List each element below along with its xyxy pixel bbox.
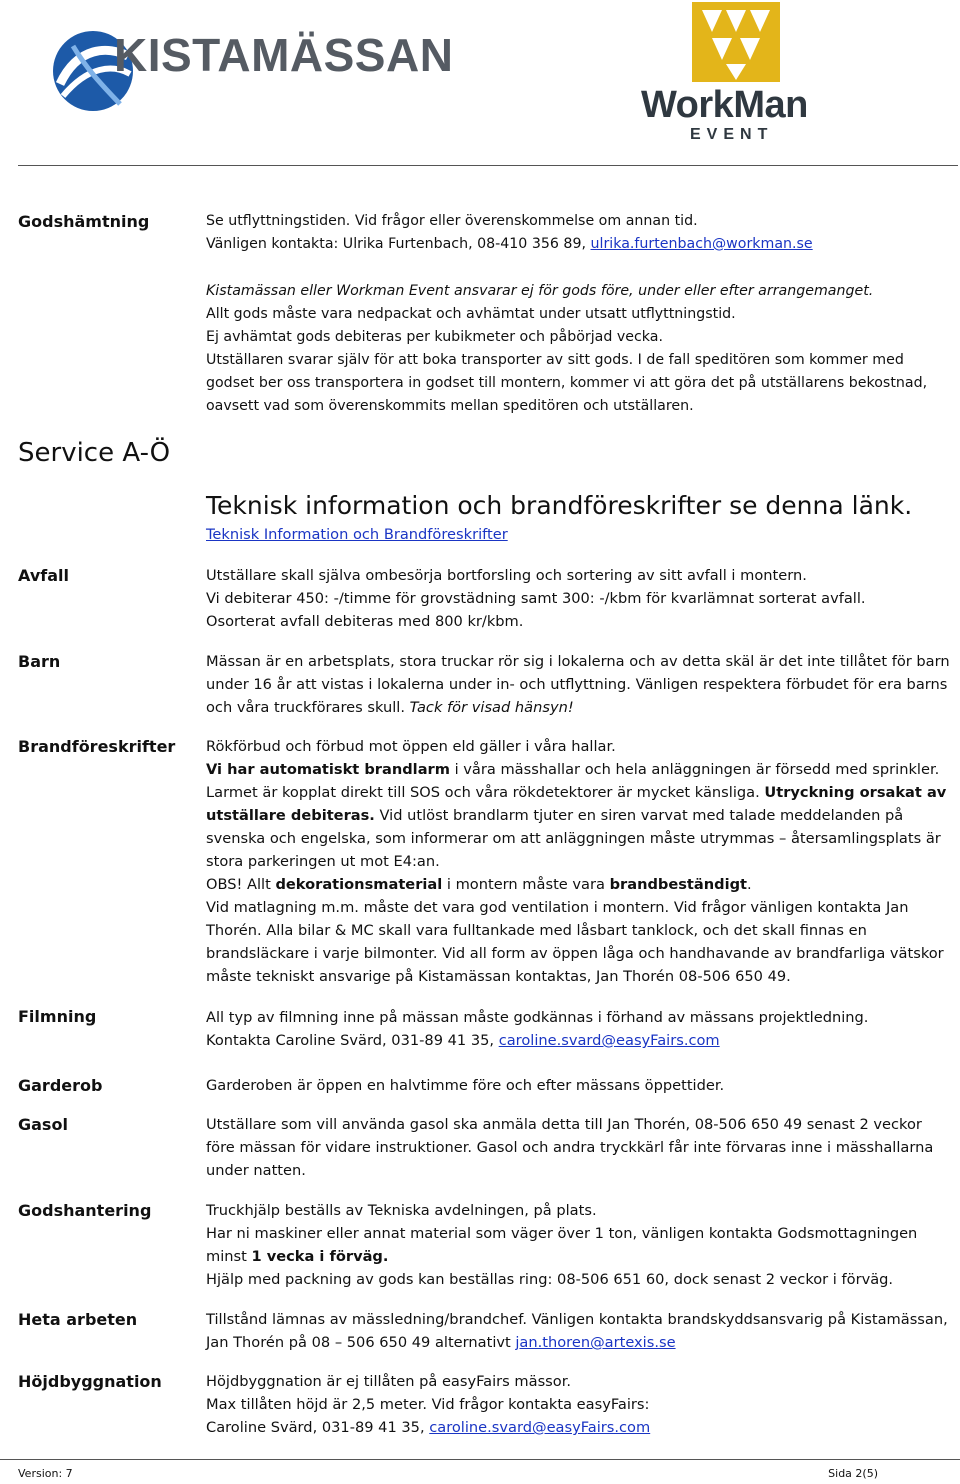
brand-alarm-bold: Vi har automatiskt brandlarm: [206, 761, 450, 778]
obs-bold1: dekorationsmaterial: [275, 876, 443, 893]
godshamtning-line2: [206, 233, 951, 256]
avfall-text: [206, 564, 951, 633]
transport-note-a: Utställaren svarar själv för att boka transporter av sitt gods.: [206, 352, 634, 368]
footer-divider: [0, 1459, 960, 1460]
obs-prefix: OBS! Allt: [206, 876, 276, 893]
liability-note: Kistamässan eller Workman Event ansvarar ej för gods före, under eller efter arrangemanget.: [206, 283, 874, 299]
godshantering-line1: Truckhjälp beställs av Tekniska avdelningen, på plats.: [206, 1202, 597, 1219]
workman-wordmark: WorkMan: [641, 84, 808, 126]
godshantering-line3: Hjälp med packning av gods kan beställas ring: 08-506 651 60, dock senast 2 veckor i förväg.: [206, 1271, 894, 1288]
charge-note: Ej avhämtat gods debiteras per kubikmeter och påbörjad vecka.: [206, 329, 663, 345]
brand-text4: Vid matlagning m.m. måste det vara god ventilation i montern. Vid frågor vänligen kontakta Jan Thorén. Alla bilar & MC skall vara fulltankade med låsbart tanklock, och det skall finnas en brandsläckare i varje bilmonter. Vid all form av öppen låga och handhavande av brandfarliga vätskor måste tekniskt ansvarige på Kistamässan kontaktas, Jan Thorén 08-506 650 49.: [206, 899, 944, 985]
pack-note: Allt gods måste vara nedpackat och avhämtat under utsatt utflyttningstid.: [206, 306, 736, 322]
avfall-line1: Utställare skall själva ombesörja bortforsling och sortering av sitt avfall i montern.: [206, 567, 807, 584]
caroline-email-link[interactable]: caroline.svard@easyFairs.com: [498, 1032, 720, 1049]
label-hojdbyggnation: Höjdbyggnation: [18, 1372, 162, 1391]
avfall-line3: Osorterat avfall debiteras med 800 kr/kbm.: [206, 613, 524, 630]
workman-event-wordmark: EVENT: [690, 126, 774, 143]
hojd-line2: Max tillåten höjd är 2,5 meter. Vid frågor kontakta easyFairs:: [206, 1396, 650, 1413]
label-godshantering: Godshantering: [18, 1201, 152, 1220]
barn-thanks: Tack för visad hänsyn!: [409, 699, 574, 716]
hojd-contact: Caroline Svärd, 031-89 41 35,: [206, 1419, 430, 1436]
brand-text: [206, 735, 951, 988]
filmning-contact: Kontakta Caroline Svärd, 031-89 41 35,: [206, 1032, 499, 1049]
godshantering-text: [206, 1199, 951, 1291]
brand-text3: Vid utlöst brandlarm tjuter en siren varvat med talade meddelanden på svenska och engelska, som informerar om att anläggningen måste utrymmas – återsamlingsplats är stora parkeringen ut mot E4:an.: [206, 807, 941, 870]
kistamassan-wordmark: KISTAMÄSSAN: [114, 29, 454, 81]
filmning-text: [206, 1006, 951, 1052]
label-brandforeskrifter: Brandföreskrifter: [18, 737, 176, 756]
footer-version: Version: 7: [18, 1467, 73, 1480]
godshantering-line2: Har ni maskiner eller annat material som väger över 1 ton, vänligen kontakta Godsmottagningen minst: [206, 1225, 918, 1265]
ulrika-email-link[interactable]: ulrika.furtenbach@workman.se: [590, 236, 813, 252]
barn-text: [206, 650, 951, 719]
obs-end: .: [747, 876, 752, 893]
godshamtning-notes: [206, 280, 951, 418]
contact-prefix: Vänligen kontakta: Ulrika Furtenbach, 08-410 356 89,: [206, 236, 591, 252]
godshamtning-text: [206, 210, 951, 256]
obs-mid: i montern måste vara: [442, 876, 610, 893]
barn-body: Mässan är en arbetsplats, stora truckar rör sig i lokalerna och av detta skäl är det inte tillåtet för barn under 16 år att vistas i lokalerna under in- och utflyttning. Vänligen respektera förbudet för era barns och våra truckförares skull.: [206, 653, 950, 716]
brand-charge-bold: Utryckning orsakat av utställare debiteras.: [206, 784, 947, 824]
workman-emblem-icon: [692, 2, 780, 82]
label-filmning: Filmning: [18, 1007, 97, 1026]
label-heta-arbeten: Heta arbeten: [18, 1310, 138, 1329]
filmning-line1: All typ av filmning inne på mässan måste godkännas i förhand av mässans projektledning.: [206, 1009, 869, 1026]
tech-info-link[interactable]: Teknisk Information och Brandföreskrifter: [206, 526, 508, 543]
section-title-service: Service A-Ö: [18, 438, 171, 468]
brand-text2: Larmet är kopplat direkt till SOS och våra rökdetektorer är mycket känsliga.: [206, 784, 765, 801]
label-avfall: Avfall: [18, 566, 69, 585]
obs-bold2: brandbeständigt: [609, 876, 748, 893]
label-gasol: Gasol: [18, 1115, 68, 1134]
gasol-text: Utställare som vill använda gasol ska anmäla detta till Jan Thorén, 08-506 650 49 senast 2 veckor före mässan för vidare instruktioner. Gasol och andra tryckkärl får inte förvaras inne i mässhallarna under natten.: [206, 1116, 934, 1179]
heta-body: Tillstånd lämnas av mässledning/brandchef. Vänligen kontakta brandskyddsansvarig på Kistamässan, Jan Thorén på 08 – 506 650 49 alternativt: [206, 1311, 948, 1351]
godshantering-bold: 1 vecka i förväg.: [251, 1248, 389, 1265]
label-garderob: Garderob: [18, 1076, 103, 1095]
godshamtning-line1: Se utflyttningstiden. Vid frågor eller överenskommelse om annan tid.: [206, 213, 698, 229]
hojd-line1: Höjdbyggnation är ej tillåten på easyFairs mässor.: [206, 1373, 571, 1390]
footer-page-number: Sida 2(5): [828, 1467, 878, 1480]
hojd-text: [206, 1370, 951, 1439]
label-godshamtning: Godshämtning: [18, 212, 150, 231]
label-barn: Barn: [18, 652, 61, 671]
transport-note-b: I de fall speditören som kommer med godset ber oss transportera in godset till montern, kommer vi att göra det på utställarens bekostnad, oavsett vad som överenskommits mellan speditören och utställaren.: [206, 352, 928, 414]
brand-line1: Rökförbud och förbud mot öppen eld gäller i våra hallar.: [206, 738, 616, 755]
garderob-text: Garderoben är öppen en halvtimme före och efter mässans öppettider.: [206, 1077, 725, 1094]
heta-text: [206, 1308, 951, 1354]
transport-note: [206, 349, 951, 418]
jan-email-link[interactable]: jan.thoren@artexis.se: [515, 1334, 676, 1351]
brand-text1: i våra mässhallar och hela anläggningen är försedd med sprinkler.: [449, 761, 940, 778]
tech-heading: Teknisk information och brandföreskrifter se denna länk.: [206, 491, 913, 520]
header-divider: [18, 165, 958, 166]
caroline-email-link-2[interactable]: caroline.svard@easyFairs.com: [429, 1419, 651, 1436]
avfall-line2: Vi debiterar 450: -/timme för grovstädning samt 300: -/kbm för kvarlämnat sorterat avfall.: [206, 590, 866, 607]
